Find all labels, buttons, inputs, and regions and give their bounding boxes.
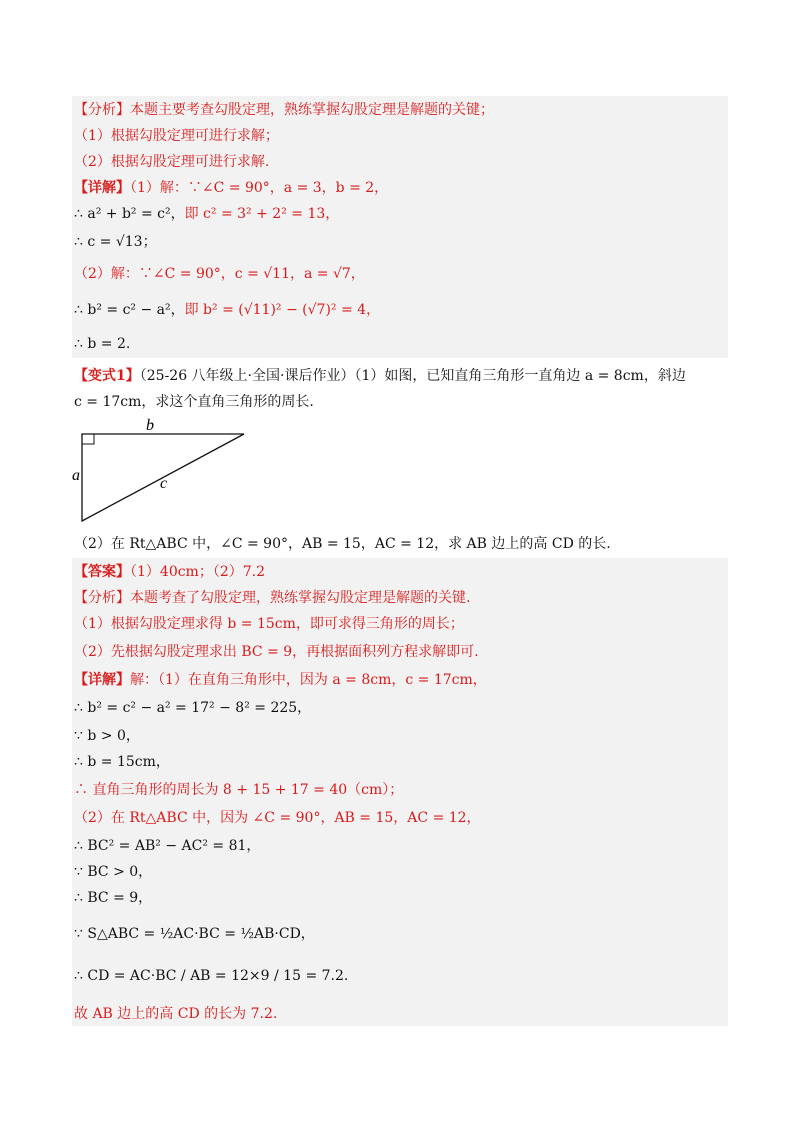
label-a: a: [72, 467, 80, 484]
detail2-conclusion: 故 AB 边上的高 CD 的长为 7.2.: [74, 1006, 278, 1022]
step-c-value: ∴ c = √13；: [74, 234, 157, 250]
detail2-step-7: ∵ BC > 0，: [74, 864, 153, 880]
detail2-step-9: ∵ S△ABC = ½AC·BC = ½AB·CD，: [74, 926, 315, 942]
step-sum-squares: [74, 204, 728, 224]
variant-tag: 【变式1】: [74, 368, 140, 384]
detail2-step-10: ∴ CD = AC·BC / AB = 12×9 / 15 = 7.2.: [74, 968, 349, 984]
variant-line-1: [74, 366, 728, 386]
detail2-step-5: （2）在 Rt△ABC 中，因为 ∠C = 90°，AB = 15，AC = 12，: [74, 810, 481, 826]
step-b-squared-value: 即 b² = (√11)² − (√7)² = 4，: [184, 302, 381, 318]
variant-line-2: c = 17cm，求这个直角三角形的周长.: [74, 394, 314, 410]
answer-tag: 【答案】: [74, 564, 130, 580]
detail2-step-1: ∴ b² = c² − a² = 17² − 8² = 225，: [74, 700, 312, 716]
step-sum-squares-formula: ∴ a² + b² = c²，: [74, 206, 185, 222]
analysis2-step-1: （1）根据勾股定理求得 b = 15cm，即可求得三角形的周长；: [74, 616, 464, 632]
detail2-step-6: ∴ BC² = AB² − AC² = 81，: [74, 838, 261, 854]
right-triangle-figure: [70, 414, 260, 530]
detail-text: （1）解：∵∠C = 90°，a = 3，b = 2，: [130, 180, 389, 196]
detail2-step-4: ∴ 直角三角形的周长为 8 + 15 + 17 = 40（cm）；: [74, 782, 404, 798]
analysis-heading: 【分析】本题主要考查勾股定理，熟练掌握勾股定理是解题的关键；: [74, 102, 494, 118]
answer-line: [74, 562, 728, 582]
part2-given: （2）解：∵∠C = 90°，c = √11，a = √7，: [74, 266, 365, 282]
analysis2-heading: 【分析】本题考查了勾股定理，熟练掌握勾股定理是解题的关键.: [74, 590, 471, 606]
right-angle-mark: [82, 434, 94, 444]
answer-text: （1）40cm；（2）7.2: [130, 564, 266, 580]
detail-tag: 【详解】: [74, 180, 130, 196]
step-sum-squares-value: 即 c² = 3² + 2² = 13，: [184, 206, 340, 222]
variant-text-1: （25-26 八年级上·全国·课后作业）（1）如图，已知直角三角形一直角边 a = 8cm，斜边: [139, 368, 686, 384]
analysis-step-1: （1）根据勾股定理可进行求解；: [74, 128, 279, 144]
detail-line: [74, 178, 728, 198]
step-b-squared-formula: ∴ b² = c² − a²，: [74, 302, 185, 318]
detail2-step-8: ∴ BC = 9，: [74, 890, 153, 906]
detail2-text: 解：（1）在直角三角形中，因为 a = 8cm，c = 17cm，: [130, 672, 487, 688]
label-b: b: [146, 417, 154, 434]
label-c: c: [160, 475, 168, 492]
detail2-step-2: ∵ b > 0，: [74, 728, 140, 744]
variant-line-3: （2）在 Rt△ABC 中，∠C = 90°，AB = 15，AC = 12，求 AB 边上的高 CD 的长.: [74, 536, 611, 552]
analysis2-step-2: （2）先根据勾股定理求出 BC = 9，再根据面积列方程求解即可.: [74, 644, 479, 660]
detail2-step-3: ∴ b = 15cm，: [74, 754, 170, 770]
step-b-squared: [74, 300, 728, 320]
detail2-tag: 【详解】: [74, 672, 130, 688]
analysis-step-2: （2）根据勾股定理可进行求解.: [74, 154, 270, 170]
detail2-line: [74, 670, 728, 690]
step-b-value: ∴ b = 2.: [74, 336, 131, 352]
